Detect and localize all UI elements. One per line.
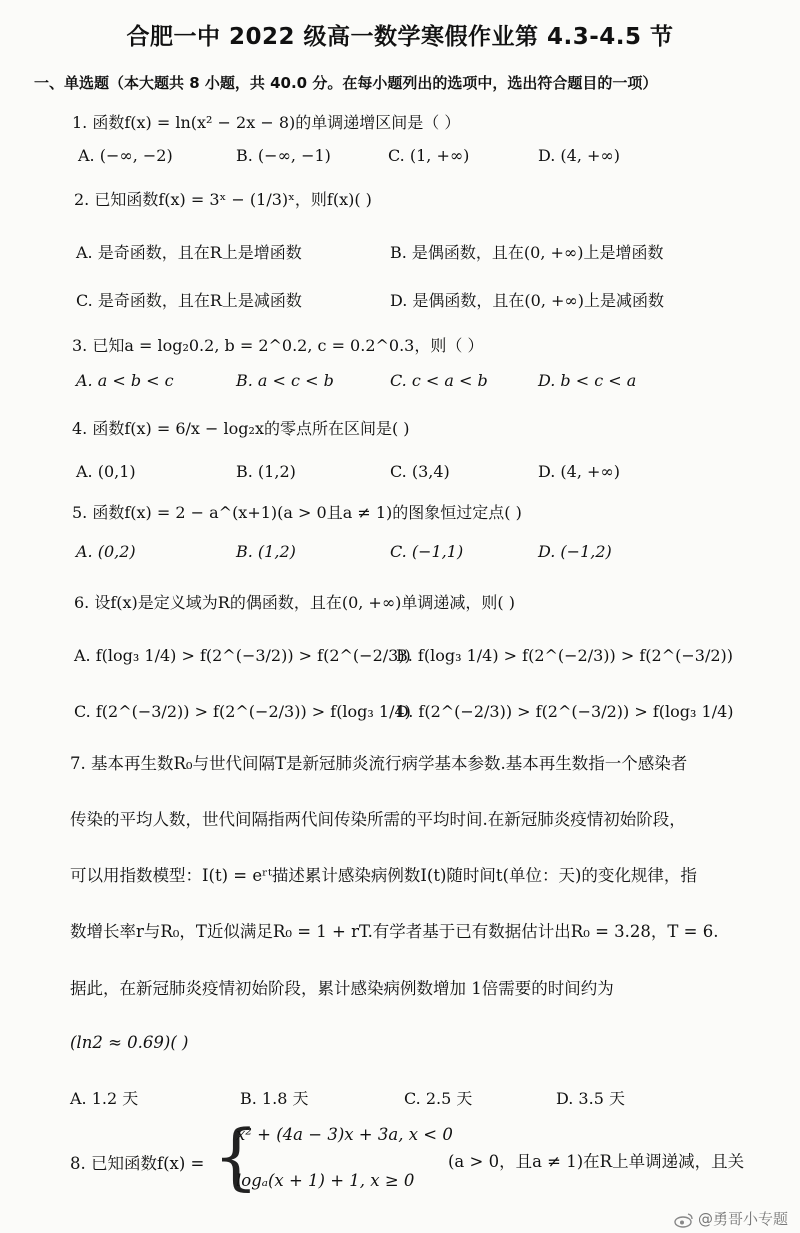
question-3-stem: 3. 已知a = log₂0.2, b = 2^0.2, c = 0.2^0.3，则（ ） xyxy=(72,336,484,355)
question-1-option-a: A. (−∞, −2) xyxy=(78,146,173,165)
question-7-option-d: D. 3.5 天 xyxy=(556,1089,625,1108)
watermark-text: @勇哥小专题 xyxy=(697,1210,788,1228)
question-3-option-d: D. b < c < a xyxy=(538,371,637,390)
question-7-line: 数增长率r与R₀，T近似满足R₀ = 1 + rT.有学者基于已有数据估计出R₀ = 3.28，T = 6. xyxy=(70,922,719,941)
question-4-stem: 4. 函数f(x) = 6/x − log₂x的零点所在区间是( ) xyxy=(72,419,410,438)
question-7-line: 传染的平均人数，世代间隔指两代间传染所需的平均时间.在新冠肺炎疫情初始阶段， xyxy=(70,810,686,829)
question-7-line: 7. 基本再生数R₀与世代间隔T是新冠肺炎流行病学基本参数.基本再生数指一个感染者 xyxy=(70,754,688,773)
question-8-case-2: logₐ(x + 1) + 1, x ≥ 0 xyxy=(236,1171,415,1190)
question-3-option-b: B. a < c < b xyxy=(236,371,334,390)
question-1-option-b: B. (−∞, −1) xyxy=(236,146,331,165)
question-7-line: 据此，在新冠肺炎疫情初始阶段，累计感染病例数增加 1倍需要的时间约为 xyxy=(70,979,614,998)
question-7-option-b: B. 1.8 天 xyxy=(240,1089,309,1108)
question-5-option-d: D. (−1,2) xyxy=(538,542,612,561)
question-5-stem: 5. 函数f(x) = 2 − a^(x+1)(a > 0且a ≠ 1)的图象恒过定点( ) xyxy=(72,503,522,522)
weibo-logo-icon xyxy=(674,1212,694,1228)
question-8-suffix: (a > 0，且a ≠ 1)在R上单调递减，且关 xyxy=(448,1152,745,1171)
question-7-line: (ln2 ≈ 0.69)( ) xyxy=(70,1033,189,1052)
watermark xyxy=(674,1208,788,1229)
question-2-option-b: B. 是偶函数，且在(0, +∞)上是增函数 xyxy=(390,243,664,262)
question-6-stem: 6. 设f(x)是定义域为R的偶函数，且在(0, +∞)单调递减，则( ) xyxy=(74,593,515,612)
question-2-option-c: C. 是奇函数，且在R上是减函数 xyxy=(76,291,302,310)
question-8-prefix: 8. 已知函数f(x) = xyxy=(70,1154,205,1173)
question-6-option-d: D. f(2^(−2/3)) > f(2^(−3/2)) > f(log₃ 1/4) xyxy=(396,702,734,721)
question-1-option-d: D. (4, +∞) xyxy=(538,146,620,165)
question-2-option-d: D. 是偶函数，且在(0, +∞)上是减函数 xyxy=(390,291,665,310)
question-3-option-a: A. a < b < c xyxy=(76,371,174,390)
question-8-case-1: x² + (4a − 3)x + 3a, x < 0 xyxy=(236,1125,453,1144)
question-7-option-c: C. 2.5 天 xyxy=(404,1089,473,1108)
piecewise-brace: { xyxy=(213,1114,259,1198)
question-4-option-b: B. (1,2) xyxy=(236,462,296,481)
question-6-option-a: A. f(log₃ 1/4) > f(2^(−3/2)) > f(2^(−2/3)) xyxy=(74,646,411,665)
question-4-option-c: C. (3,4) xyxy=(390,462,450,481)
question-6-option-b: B. f(log₃ 1/4) > f(2^(−2/3)) > f(2^(−3/2)) xyxy=(396,646,733,665)
question-5-option-b: B. (1,2) xyxy=(236,542,296,561)
question-3-option-c: C. c < a < b xyxy=(390,371,488,390)
question-7-option-a: A. 1.2 天 xyxy=(70,1089,139,1108)
question-2-stem: 2. 已知函数f(x) = 3ˣ − (1/3)ˣ，则f(x)( ) xyxy=(74,190,372,209)
question-5-option-c: C. (−1,1) xyxy=(390,542,464,561)
question-1-stem: 1. 函数f(x) = ln(x² − 2x − 8)的单调递增区间是（ ） xyxy=(72,113,461,132)
question-6-option-c: C. f(2^(−3/2)) > f(2^(−2/3)) > f(log₃ 1/4) xyxy=(74,702,411,721)
question-1-option-c: C. (1, +∞) xyxy=(388,146,470,165)
question-7-line: 可以用指数模型：I(t) = eʳᵗ描述累计感染病例数I(t)随时间t(单位：天)的变化规律，指 xyxy=(70,866,697,885)
question-2-option-a: A. 是奇函数，且在R上是增函数 xyxy=(76,243,302,262)
question-4-option-d: D. (4, +∞) xyxy=(538,462,620,481)
section-heading: 一、单选题（本大题共 8 小题，共 40.0 分。在每小题列出的选项中，选出符合题目的一项） xyxy=(34,74,658,92)
page-title: 合肥一中 2022 级高一数学寒假作业第 4.3-4.5 节 xyxy=(126,24,674,50)
question-5-option-a: A. (0,2) xyxy=(76,542,136,561)
question-4-option-a: A. (0,1) xyxy=(76,462,136,481)
